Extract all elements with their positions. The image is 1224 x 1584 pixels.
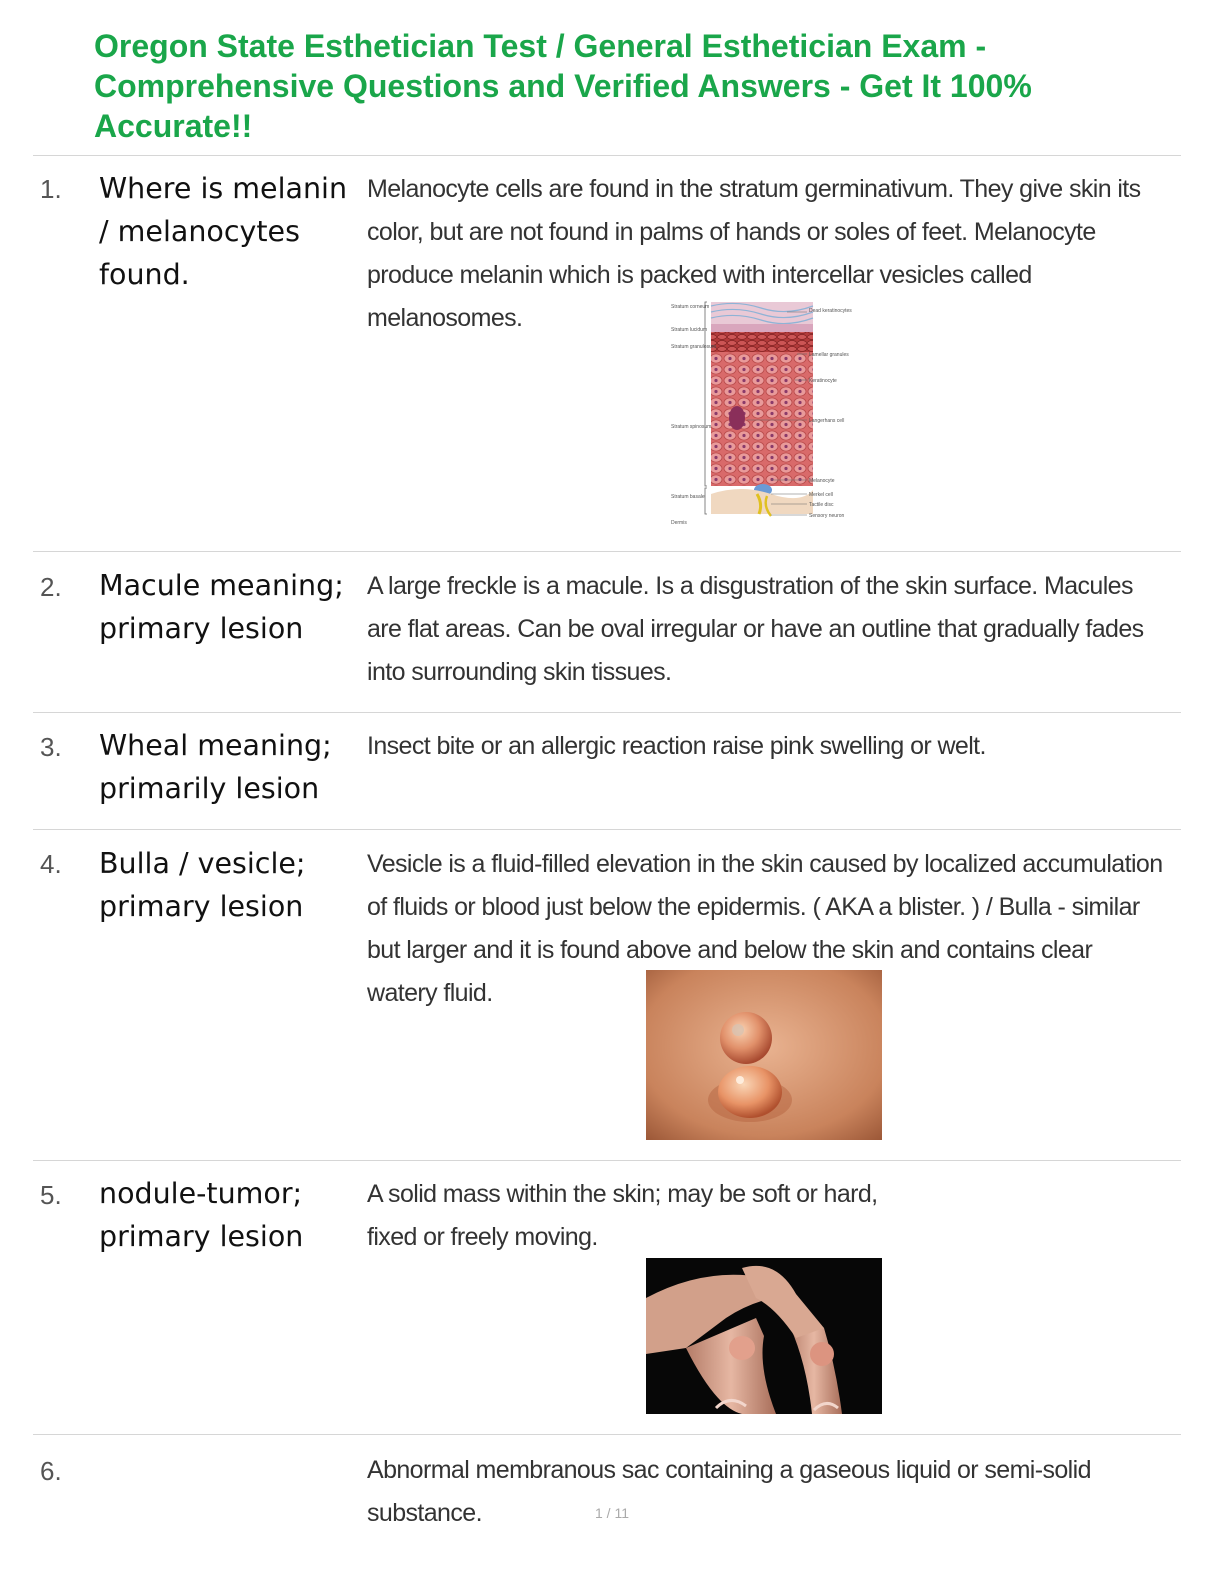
figure-left-label: Stratum basale xyxy=(671,494,705,500)
divider xyxy=(33,829,1181,830)
figure-right-label: Melanocyte xyxy=(809,478,835,484)
divider xyxy=(33,155,1181,156)
divider xyxy=(33,551,1181,552)
item-number: 3. xyxy=(40,732,62,762)
item-term: Macule meaning; primary lesion xyxy=(99,569,344,645)
figure-left-label: Dermis xyxy=(671,520,687,526)
divider xyxy=(33,712,1181,713)
item-number: 2. xyxy=(40,572,62,602)
item-number: 6. xyxy=(40,1456,62,1486)
nodule-fingers-photo xyxy=(646,1258,882,1414)
page-number: 1 / 11 xyxy=(595,1505,629,1521)
figure-right-label: Keratinocyte xyxy=(809,378,837,384)
item-definition: A solid mass within the skin; may be soft or hard, fixed or freely moving. xyxy=(367,1180,878,1251)
figure-left-label: Stratum lucidum xyxy=(671,327,708,333)
figure-right-label: Merkel cell xyxy=(809,492,833,498)
item-term: Bulla / vesicle; primary lesion xyxy=(99,847,306,923)
figure-left-label: Stratum corneum xyxy=(671,304,710,310)
item-definition: Melanocyte cells are found in the stratum germinativum. They give skin its color, but are not found in palms of hands or soles of feet. Melanocyte produce melanin which is packed with intercellar vesicles called melanosomes. xyxy=(367,175,1141,332)
blister-photo xyxy=(646,970,882,1140)
item-term: Where is melanin / melanocytes found. xyxy=(99,172,348,291)
divider xyxy=(33,1434,1181,1435)
item-definition: Abnormal membranous sac containing a gaseous liquid or semi-solid substance. xyxy=(367,1456,1091,1527)
document-title: Oregon State Esthetician Test / General Esthetician Exam - Comprehensive Questions and Verified Answers - Get It 100% Accurate!! xyxy=(94,28,1032,144)
figure-right-label: Langerhans cell xyxy=(809,418,845,424)
figure-right-label: Lamellar granules xyxy=(809,352,849,358)
figure-left-label: Stratum spinosum xyxy=(671,424,712,430)
item-number: 4. xyxy=(40,849,62,879)
item-term: Wheal meaning; primarily lesion xyxy=(99,729,332,805)
figure-right-label: Tactile disc xyxy=(809,502,834,508)
divider xyxy=(33,1160,1181,1161)
item-definition: Insect bite or an allergic reaction raise pink swelling or welt. xyxy=(367,732,986,760)
epidermis-layers-figure xyxy=(667,298,863,530)
item-number: 1. xyxy=(40,174,62,204)
figure-right-label: Sensory neuron xyxy=(809,513,845,519)
item-term: nodule-tumor; primary lesion xyxy=(99,1177,304,1253)
figure-left-label: Stratum granulosum xyxy=(671,344,717,350)
figure-right-label: Dead keratinocytes xyxy=(809,308,852,314)
item-definition: A large freckle is a macule. Is a disgustration of the skin surface. Macules are flat areas. Can be oval irregular or have an outline that gradually fades into surrounding skin tissues. xyxy=(367,572,1144,686)
item-definition: Vesicle is a fluid-filled elevation in the skin caused by localized accumulation of fluids or blood just below the epidermis. ( AKA a blister. ) / Bulla - similar but larger and it is found above and below the skin and contains clear watery fluid. xyxy=(367,850,1163,1007)
item-number: 5. xyxy=(40,1180,62,1210)
